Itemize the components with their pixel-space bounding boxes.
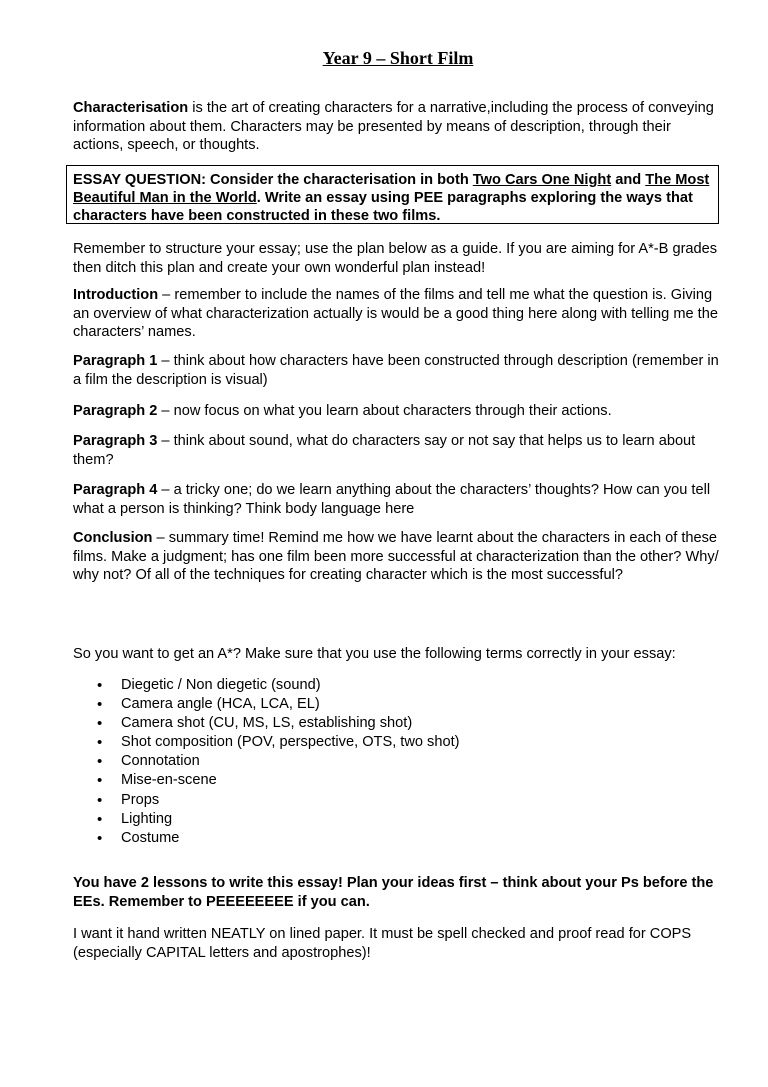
list-item: • Props [97, 791, 460, 810]
list-item: • Mise-en-scene [97, 771, 460, 790]
plan-text: – now focus on what you learn about characters through their actions. [157, 403, 612, 419]
plan-text: – remember to include the names of the films and tell me what the question is. Giving an overview of what characterization actually is would be a good thing here along with telling me the characters’ names. [73, 287, 718, 341]
essay-question-and: and [611, 172, 646, 188]
film-title-1: Two Cars One Night [472, 172, 612, 188]
plan-label: Conclusion [73, 530, 153, 546]
characterisation-term: Characterisation [73, 100, 189, 116]
plan-conclusion [73, 529, 723, 585]
plan-paragraph-2 [73, 402, 723, 421]
plan-introduction [73, 286, 723, 342]
final-note: I want it hand written NEATLY on lined paper. It must be spell checked and proof read for COPS (especially CAPITAL letters and apostrophes)! [73, 926, 692, 961]
plan-text: – think about sound, what do characters say or not say that helps us to learn about them? [73, 433, 696, 468]
terms-intro: So you want to get an A*? Make sure that you use the following terms correctly in your essay: [73, 646, 676, 662]
list-item: • Costume [97, 829, 460, 848]
characterisation-definition [73, 99, 723, 155]
plan-label: Paragraph 1 [73, 353, 158, 369]
essay-question [73, 171, 718, 226]
plan-paragraph-1 [73, 352, 723, 389]
list-item: • Diegetic / Non diegetic (sound) [97, 676, 460, 695]
essay-question-lead: ESSAY QUESTION: Consider the characterisation in both [73, 172, 473, 188]
plan-text: – summary time! Remind me how we have learnt about the characters in each of these films. Make a judgment; has one film been more successful at characterization than the other? Why/ why not? Of all of the techniques for creating character which is the most successful? [73, 530, 719, 584]
list-item: • Connotation [97, 752, 460, 771]
list-item: • Camera angle (HCA, LCA, EL) [97, 695, 460, 714]
list-item: • Camera shot (CU, MS, LS, establishing shot) [97, 714, 460, 733]
structure-reminder: Remember to structure your essay; use the plan below as a guide. If you are aiming for A*-B grades then ditch this plan and create your own wonderful plan instead! [73, 241, 718, 276]
plan-label: Paragraph 3 [73, 433, 158, 449]
plan-label: Paragraph 2 [73, 403, 158, 419]
list-item: • Lighting [97, 810, 460, 829]
plan-label: Introduction [73, 287, 159, 303]
terms-list [97, 676, 460, 848]
characterisation-text: is the art of creating characters for a narrative,including the process of conveying information about them. Characters may be presented by means of description, through their actions, speech, or thoughts. [73, 100, 714, 154]
plan-paragraph-3 [73, 432, 723, 469]
page-title: Year 9 – Short Film [322, 48, 474, 68]
plan-text: – a tricky one; do we learn anything about the characters’ thoughts? How can you tell what a person is thinking? Think body language here [73, 482, 711, 517]
essay-question-tail: . Write an essay using PEE paragraphs exploring the ways that characters have been constructed in these two films. [73, 190, 693, 225]
plan-paragraph-4 [73, 481, 723, 518]
plan-text: – think about how characters have been constructed through description (remember in a film the description is visual) [73, 353, 719, 388]
film-title-2: The Most Beautiful Man in the World [73, 172, 710, 207]
lessons-note: You have 2 lessons to write this essay! Plan your ideas first – think about your Ps before the EEs. Remember to PEEEEEEEE if you can. [73, 875, 714, 910]
plan-label: Paragraph 4 [73, 482, 158, 498]
list-item: • Shot composition (POV, perspective, OTS, two shot) [97, 733, 460, 752]
